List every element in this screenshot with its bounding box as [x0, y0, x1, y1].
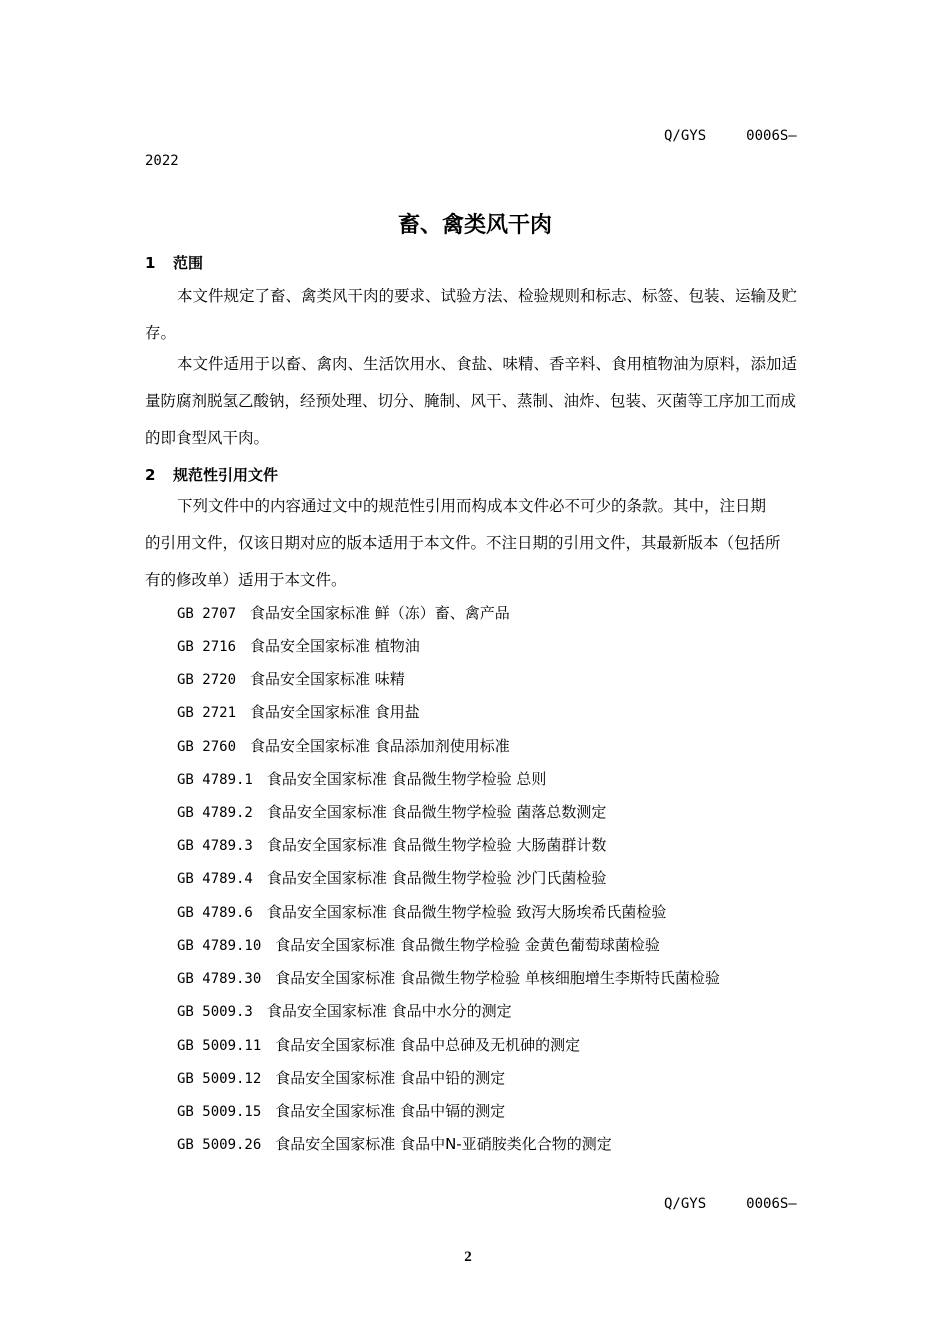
footer-doc-code	[664, 1196, 797, 1212]
reference-item	[177, 829, 606, 862]
scope-paragraph-2	[145, 346, 809, 457]
reference-title: 食品安全国家标准 食品微生物学检验 金黄色葡萄球菌检验	[275, 936, 660, 954]
reference-item	[177, 1062, 505, 1095]
reference-title: 食品安全国家标准 食品微生物学检验 菌落总数测定	[266, 803, 607, 821]
scope-paragraph-1	[145, 278, 809, 352]
header-doc-code	[664, 128, 797, 144]
reference-title: 食品安全国家标准 鲜（冻）畜、禽产品	[250, 604, 510, 622]
reference-code: GB 2721	[177, 705, 237, 721]
reference-item	[177, 1029, 580, 1062]
reference-item	[177, 1095, 505, 1128]
reference-item	[177, 796, 606, 829]
section-number: 1	[145, 254, 156, 272]
reference-code: GB 5009.15	[177, 1104, 262, 1120]
reference-code: GB 2716	[177, 639, 237, 655]
text-line: 存。	[145, 324, 177, 342]
section-title: 规范性引用文件	[173, 466, 279, 484]
text-line: 本文件规定了畜、禽类风干肉的要求、试验方法、检验规则和标志、标签、包装、运输及贮	[177, 287, 798, 305]
reference-item	[177, 929, 660, 962]
reference-title: 食品安全国家标准 食品中N-亚硝胺类化合物的测定	[275, 1135, 612, 1153]
header-year: 2022	[145, 153, 179, 169]
reference-item	[177, 597, 510, 630]
reference-code: GB 5009.12	[177, 1071, 262, 1087]
text-line: 的引用文件，仅该日期对应的版本适用于本文件。不注日期的引用文件，其最新版本（包括所	[145, 534, 781, 552]
reference-title: 食品安全国家标准 食品微生物学检验 大肠菌群计数	[266, 836, 607, 854]
reference-title: 食品安全国家标准 食品微生物学检验 总则	[266, 770, 547, 788]
section-2-heading	[145, 464, 278, 485]
text-line: 的即食型风干肉。	[145, 429, 270, 447]
reference-item	[177, 995, 512, 1028]
reference-code: GB 2707	[177, 606, 237, 622]
reference-code: GB 2720	[177, 672, 237, 688]
reference-code: GB 4789.6	[177, 905, 253, 921]
normative-intro	[145, 488, 809, 599]
text-line: 量防腐剂脱氢乙酸钠，经预处理、切分、腌制、风干、蒸制、油炸、包装、灭菌等工序加工而成	[145, 392, 797, 410]
header-number: 0006S—	[746, 128, 797, 144]
section-title: 范围	[173, 254, 204, 272]
reference-item	[177, 896, 666, 929]
text-line: 本文件适用于以畜、禽肉、生活饮用水、食盐、味精、香辛料、食用植物油为原料，添加适	[177, 355, 798, 373]
header-code: Q/GYS	[664, 128, 707, 144]
reference-code: GB 4789.10	[177, 938, 262, 954]
reference-item	[177, 1128, 612, 1161]
reference-item	[177, 630, 420, 663]
footer-number: 0006S—	[746, 1196, 797, 1212]
reference-title: 食品安全国家标准 食品微生物学检验 致泻大肠埃希氏菌检验	[266, 903, 667, 921]
reference-item	[177, 663, 405, 696]
text-line: 下列文件中的内容通过文中的规范性引用而构成本文件必不可少的条款。其中，注日期	[177, 497, 767, 515]
reference-code: GB 4789.30	[177, 971, 262, 987]
reference-title: 食品安全国家标准 植物油	[250, 637, 420, 655]
reference-code: GB 4789.2	[177, 805, 253, 821]
reference-title: 食品安全国家标准 味精	[250, 670, 405, 688]
reference-item	[177, 730, 510, 763]
reference-code: GB 4789.1	[177, 772, 253, 788]
reference-code: GB 5009.11	[177, 1038, 262, 1054]
page-title: 畜、禽类风干肉	[397, 213, 552, 238]
reference-title: 食品安全国家标准 食品中总砷及无机砷的测定	[275, 1036, 581, 1054]
page-number: 2	[464, 1249, 472, 1265]
reference-title: 食品安全国家标准 食品中铅的测定	[275, 1069, 506, 1087]
reference-code: GB 4789.3	[177, 838, 253, 854]
reference-item	[177, 696, 420, 729]
reference-code: GB 4789.4	[177, 871, 253, 887]
reference-title: 食品安全国家标准 食品中镉的测定	[275, 1102, 506, 1120]
reference-title: 食品安全国家标准 食用盐	[250, 703, 420, 721]
reference-title: 食品安全国家标准 食品添加剂使用标准	[250, 737, 510, 755]
reference-title: 食品安全国家标准 食品微生物学检验 单核细胞增生李斯特氏菌检验	[275, 969, 720, 987]
section-1-heading	[145, 252, 203, 273]
reference-code: GB 5009.26	[177, 1137, 262, 1153]
reference-code: GB 5009.3	[177, 1004, 253, 1020]
footer-code: Q/GYS	[664, 1196, 707, 1212]
section-number: 2	[145, 466, 156, 484]
reference-item	[177, 763, 546, 796]
reference-title: 食品安全国家标准 食品微生物学检验 沙门氏菌检验	[266, 869, 607, 887]
reference-item	[177, 862, 606, 895]
reference-title: 食品安全国家标准 食品中水分的测定	[266, 1002, 512, 1020]
reference-code: GB 2760	[177, 739, 237, 755]
text-line: 有的修改单）适用于本文件。	[145, 571, 347, 589]
reference-item	[177, 962, 720, 995]
